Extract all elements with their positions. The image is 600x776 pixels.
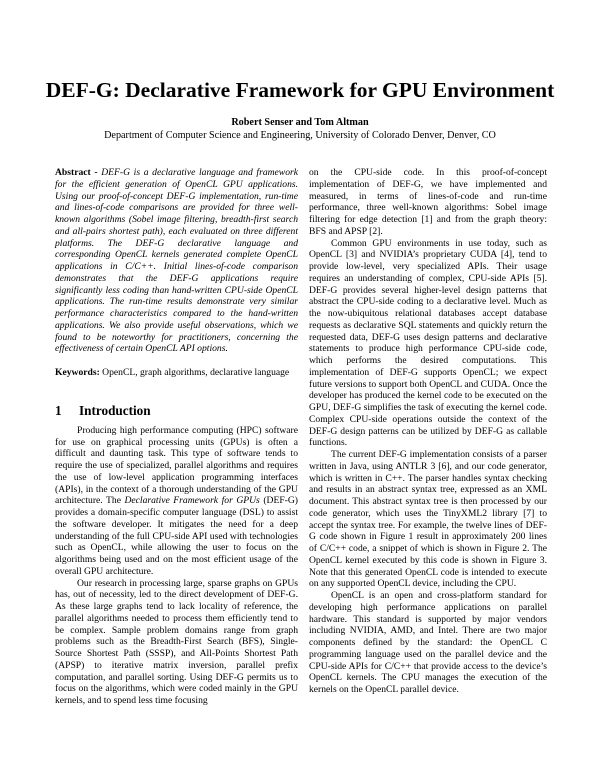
intro-paragraph-6: OpenCL is an open and cross-platform standard for developing high performance applications on parallel hardware. This standard is supported by major vendors including NVIDIA, AMD, and Intel. There are two major components defined by the standard: the OpenCL C programming language used on the parallel device and the CPU-side APIs for C/C++ that provide access to the device’s OpenCL kernels. The CPU manages the execution of the kernels on the OpenCL parallel device. bbox=[309, 590, 547, 695]
intro-paragraph-2: Our research in processing large, sparse graphs on GPUs has, out of necessity, led to the direct development of DEF-G. As these large graphs tend to lack locality of reference, the parallel algorithms needed to process them efficiently tend to be complex. Sample problem domains range from graph problems such as the Breadth-First Search (BFS), Single-Source Shortest Path (SSSP), and All-Points Shortest Path (APSP) to iterative matrix inversion, parallel prefix computation, and parallel sorting. Using DEF-G permits us to focus on the algorithms, which were coded mainly in the GPU kernels, and to spend less time focusing bbox=[55, 577, 298, 706]
paper-affiliation: Department of Computer Science and Engineering, University of Colorado Denver, Denver, CO bbox=[104, 130, 496, 141]
intro-p1-part-b: (DEF-G) provides a domain-specific computer language (DSL) to assist the software developer. It mitigates the need for a deep understanding of the full CPU-side API used with technologies such as OpenCL, while allowing the user to focus on the algorithms being used and on the most efficient usage of the overall GPU architecture. bbox=[55, 495, 298, 577]
intro-p1-part-a: Producing high performance computing (HPC) software for use on graphical processing units (GPUs) is often a difficult and daunting task. This type of software tends to require the use of specialized, parallel algorithms and requires the use of low-level application programming interfaces (APIs), in the context of a thorough understanding of the GPU architecture. The bbox=[55, 424, 298, 507]
abstract-label: Abstract - bbox=[55, 167, 98, 178]
keywords-label: Keywords: bbox=[55, 367, 100, 378]
keywords bbox=[55, 367, 298, 379]
left-column bbox=[55, 167, 298, 707]
right-column bbox=[309, 167, 547, 696]
abstract bbox=[55, 167, 298, 355]
paper-title: DEF-G: Declarative Framework for GPU Environment bbox=[45, 78, 555, 102]
intro-paragraph-4: Common GPU environments in use today, such as OpenCL [3] and NVIDIA’s proprietary CUDA [4], tend to provide low-level, very specialized APIs. Their usage requires an understanding of complex, CPU-side APIs [5]. DEF-G provides several higher-level design patterns that abstract the CPU-side coding to a declarative level. Much as the now-ubiquitous relational databases accept database requests as declarative SQL statements and quickly return the requested data, DEF-G uses design patterns and declarative statements to produce high performance CPU-side code, which performs the desired computations. This implementation of DEF-G supports OpenCL; we expect future versions to support both OpenCL and CUDA. Once the developer has produced the kernel code to be executed on the GPU, DEF-G simplifies the task of executing the kernel code. Complex CPU-side operations outside the context of the DEF-G design patterns can be utilized by DEF-G as callable functions. bbox=[309, 237, 547, 449]
intro-paragraph-1 bbox=[55, 425, 298, 578]
intro-p1-emphasis: Declarative Framework for GPUs bbox=[124, 495, 260, 507]
intro-paragraph-3: on the CPU-side code. In this proof-of-concept implementation of DEF-G, we have implemented and measured, in terms of lines-of-code and run-time performance, three well-known algorithms: Sobel image filtering for edge detection [1] and from the graph theory: BFS and APSP [2]. bbox=[309, 167, 547, 237]
abstract-text: DEF-G is a declarative language and framework for the efficient generation of OpenCL GPU applications. Using our proof-of-concept DEF-G implementation, run-time and lines-of-code comparisons are provided for three well-known algorithms (Sobel image filtering, breadth-first search and all-pairs shortest path), each evaluated on three different platforms. The DEF-G declarative language and corresponding OpenCL kernels generated complete OpenCL applications in C/C++. Initial lines-of-code comparison demonstrates that the DEF-G applications require significantly less coding than hand-written CPU-side OpenCL applications. The run-time results demonstrate very similar performance characteristics compared to the hand-written applications. We also provide useful observations, which we found to be noteworthy for practitioners, concerning the effectiveness of certain OpenCL API options. bbox=[55, 167, 298, 355]
section-number: 1 bbox=[55, 402, 62, 418]
keywords-text: OpenCL, graph algorithms, declarative language bbox=[99, 367, 290, 378]
section-heading-introduction bbox=[55, 403, 298, 419]
paper-authors: Robert Senser and Tom Altman bbox=[231, 117, 369, 128]
intro-paragraph-5: The current DEF-G implementation consists of a parser written in Java, using ANTLR 3 [6], and our code generator, which is written in C++. The parser handles syntax checking and results in an abstract syntax tree, expressed as an XML document. This abstract syntax tree is then processed by our code generator, which uses the TinyXML2 library [7] to accept the syntax tree. For example, the twelve lines of DEF-G code shown in Figure 1 result in approximately 200 lines of C/C++ code, a snippet of which is shown in Figure 2. The OpenCL kernel executed by this code is shown in Figure 3. Note that this generated OpenCL code is intended to execute on any supported OpenCL device, including the CPU. bbox=[309, 449, 547, 590]
section-title: Introduction bbox=[79, 402, 151, 418]
